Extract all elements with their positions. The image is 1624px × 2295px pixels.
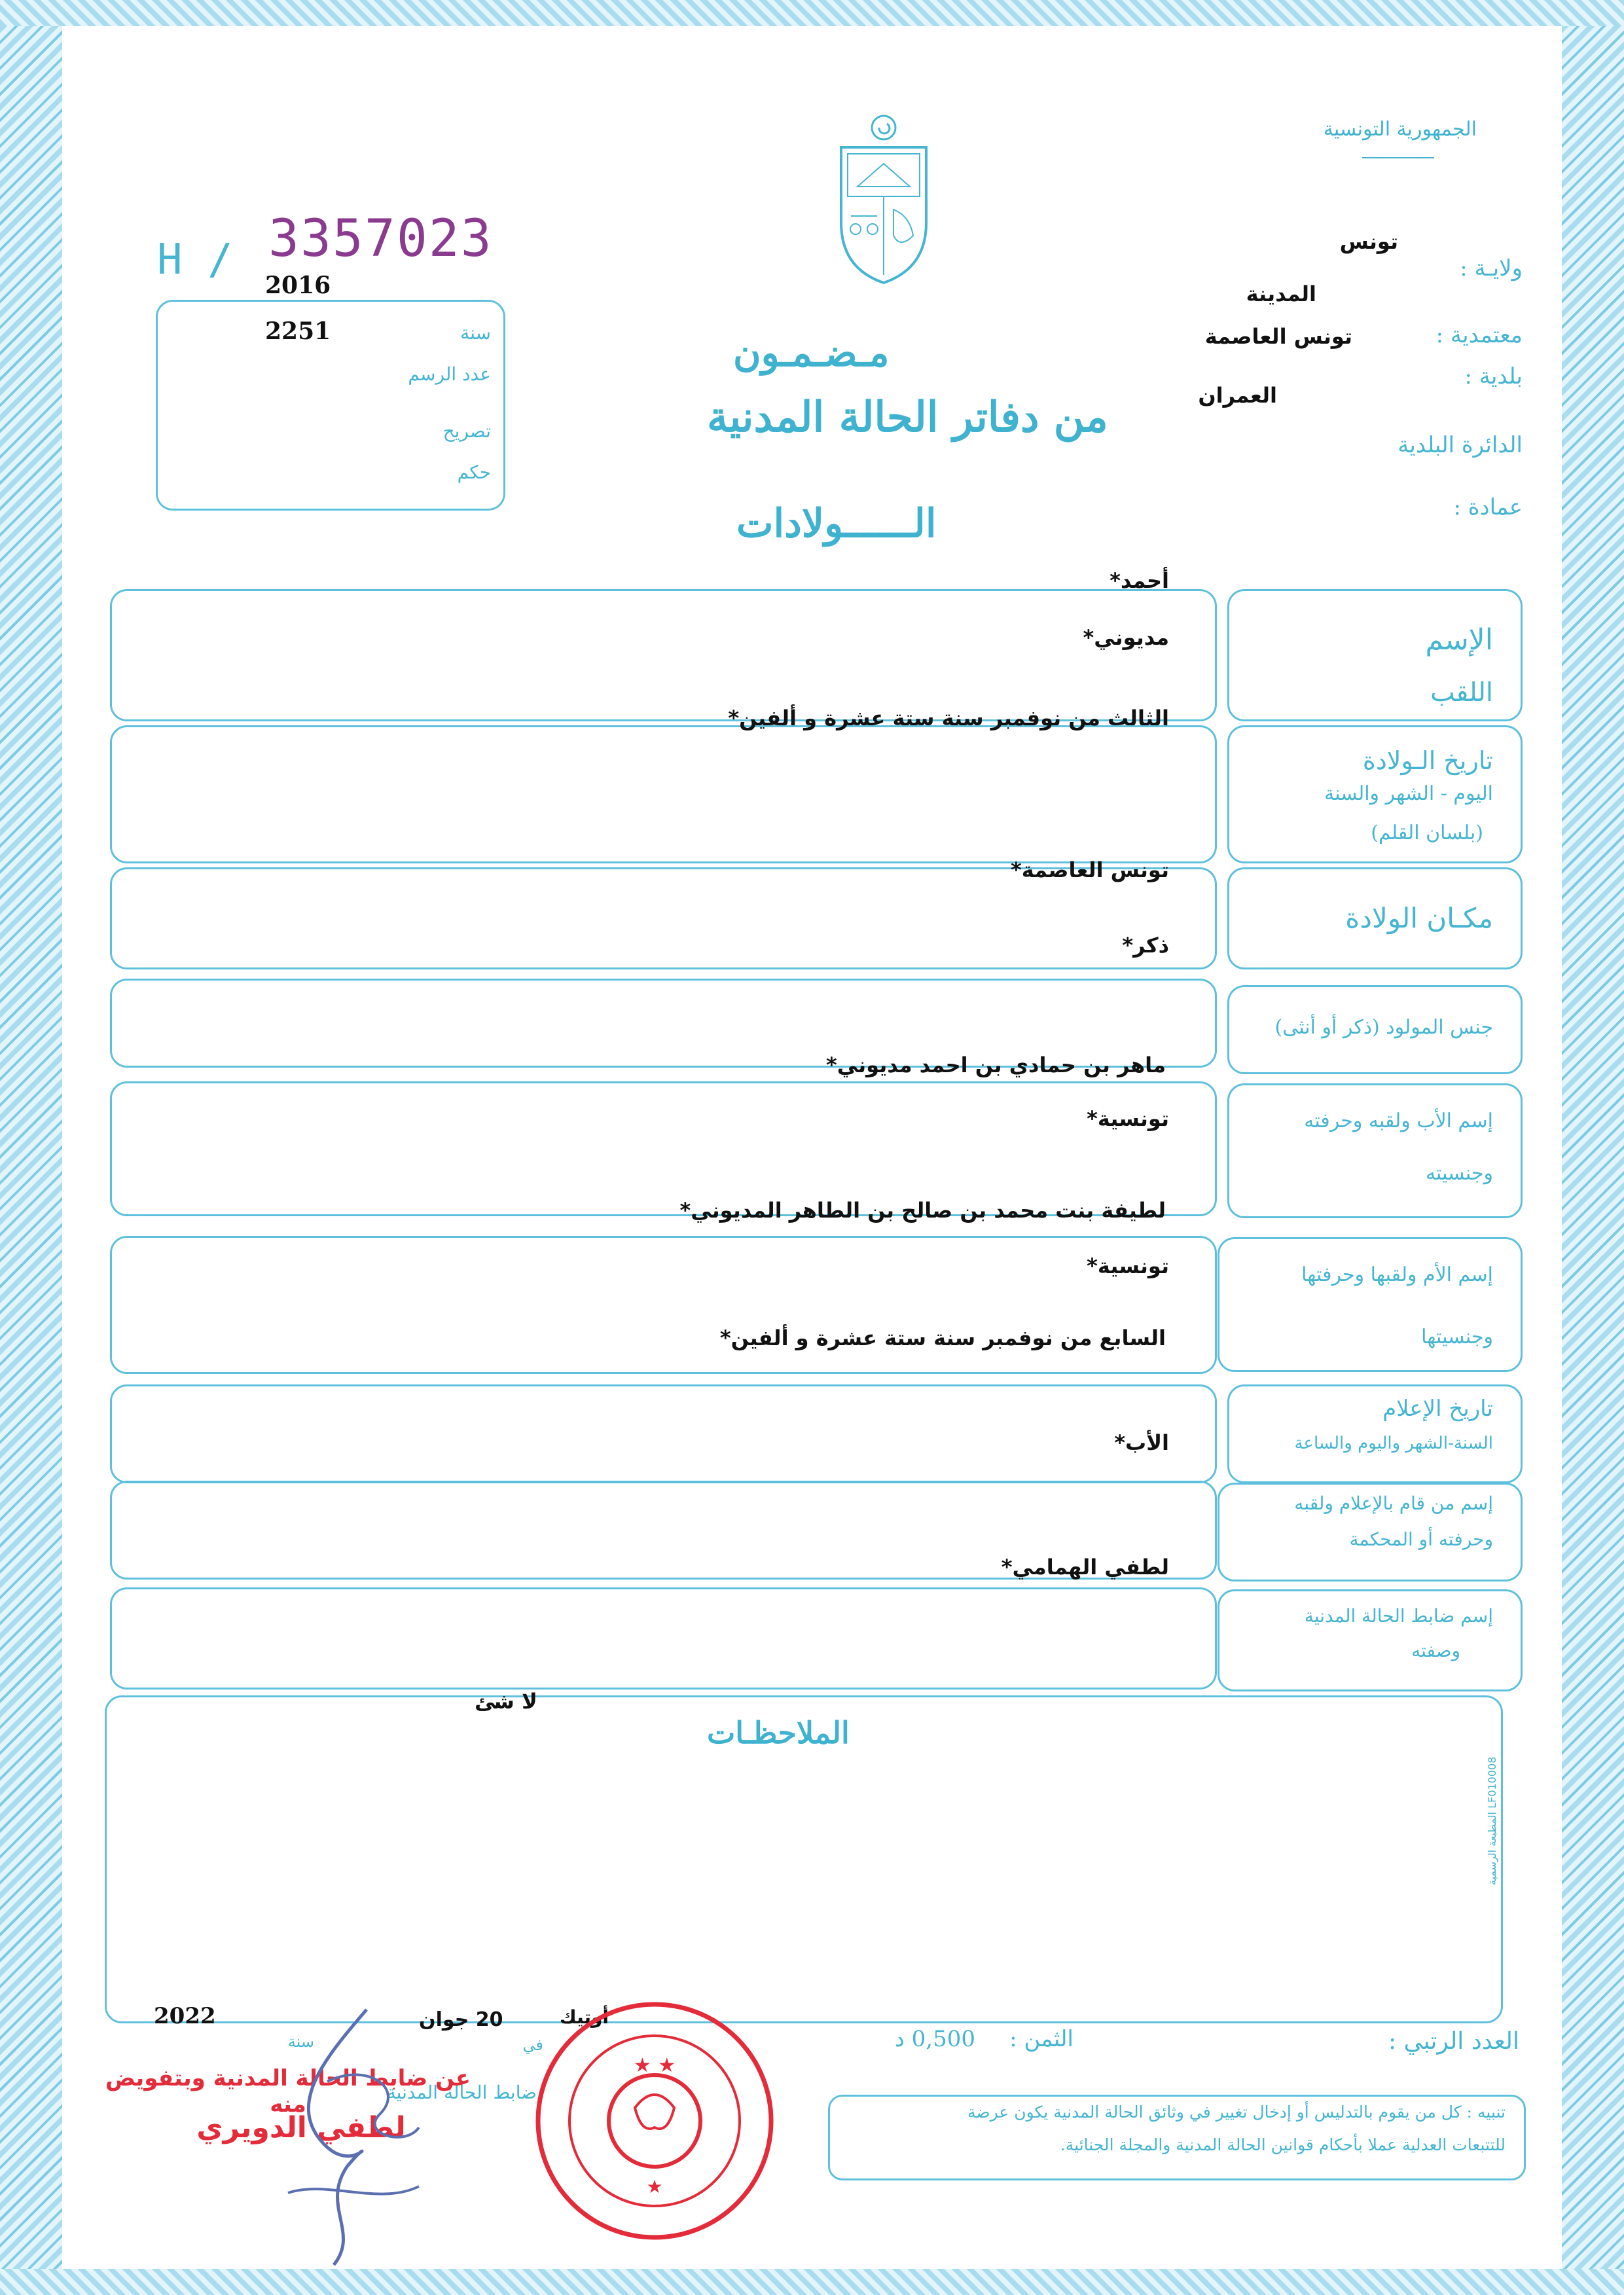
value-box-birth-date [110, 725, 1217, 863]
ministry-stamp-icon [530, 1997, 779, 2245]
birth-date-sublabel: اليوم - الشهر والسنة [1324, 782, 1493, 805]
registry-number-label: عدد الرسم [408, 363, 491, 385]
surname-label: اللقب [1430, 678, 1493, 708]
svg-text:★ ★: ★ ★ [633, 2054, 676, 2077]
label-box-mother [1218, 1237, 1523, 1372]
father-value: ماهر بن حمادي بن احمد مديوني* [826, 1053, 1166, 1077]
printer-code: المطبعة الرسمية LF010008 [1486, 1756, 1498, 1885]
title-line1: مـضـمـون [733, 331, 890, 375]
warning-line2: للتتبعات العدلية عملا بأحكام قوانين الحالة المدنية والمجلة الجنائية. [1060, 2135, 1506, 2154]
price-label: الثمن : [1009, 2026, 1074, 2052]
handwritten-signature-icon [249, 1997, 458, 2278]
father-label: إسم الأب ولقبه وحرفته [1304, 1110, 1493, 1132]
registry-judgment-label: حكم [457, 461, 491, 483]
father-nationality-value: تونسية* [1087, 1106, 1169, 1131]
registry-declaration-label: تصريح [442, 420, 491, 442]
declarant-sublabel: وحرفته أو المحكمة [1349, 1528, 1493, 1550]
value-box-father [110, 1081, 1217, 1216]
value-box-mother [110, 1236, 1217, 1374]
year-value: 2022 [154, 2003, 216, 2029]
birth-date-label: تاريخ الـولادة [1362, 746, 1493, 775]
sex-value: ذكر* [1122, 933, 1169, 958]
remarks-label: الملاحظـات [707, 1715, 850, 1750]
registry-year-label: سنة [460, 322, 491, 344]
serial-prefix: H / [157, 236, 233, 284]
title-line2: من دفاتر الحالة المدنية [707, 393, 1108, 442]
registry-year-value: 2016 [265, 272, 331, 299]
declarant-label: إسم من قام بالإعلام ولقبه [1294, 1492, 1493, 1514]
section-title: الــــــولادات [736, 501, 937, 547]
year-label: سنة [287, 2033, 314, 2051]
top-guilloche-border [0, 0, 1624, 26]
officer-sublabel: وصفته [1411, 1640, 1460, 1661]
wilaya-label: ولايـة : [1460, 255, 1523, 281]
value-box-birth-place [110, 867, 1217, 969]
wilaya-value: تونس [1339, 229, 1398, 254]
left-guilloche-border [0, 0, 62, 2295]
svg-text:★: ★ [646, 2176, 663, 2197]
officer-value: لطفي الهمامي* [1001, 1555, 1169, 1580]
birth-date-note: (بلسان القلم) [1371, 822, 1483, 844]
first-name-value: أحمد* [1110, 568, 1169, 593]
signature-stamp-line1: عن ضابط الحالة المدنية وبتفويض منه [105, 2065, 471, 2118]
value-box-declaration-date [110, 1384, 1217, 1483]
birth-place-value: تونس العاصمة* [1010, 858, 1169, 882]
serial-label: العدد الرتبي : [1388, 2028, 1519, 2055]
mother-nationality-value: تونسية* [1087, 1254, 1169, 1278]
value-box-officer [110, 1587, 1217, 1690]
baladiya-value: تونس العاصمة [1204, 324, 1352, 349]
warning-line1: تنبيه : كل من يقوم بالتدليس أو إدخال تغيير في وثائق الحالة المدنية يكون عرضة [967, 2103, 1506, 2122]
surname-value: مديوني* [1083, 625, 1169, 650]
birth-date-value: الثالث من نوفمبر سنة ستة عشرة و ألفين* [728, 706, 1169, 731]
tunisia-coat-of-arms-icon [828, 111, 939, 288]
father-sublabel: وجنسيته [1425, 1162, 1493, 1185]
mother-value: لطيفة بنت محمد بن صالح بن الطاهر المديوني* [679, 1198, 1166, 1223]
declaration-date-sublabel: السنة-الشهر واليوم والساعة [1294, 1434, 1493, 1453]
mother-label: إسم الأم ولقبها وحرفتها [1301, 1263, 1493, 1286]
serial-number: 3357023 [268, 209, 493, 268]
daira-label: الدائرة البلدية [1398, 432, 1523, 458]
label-box-father [1227, 1083, 1523, 1218]
declarant-value: الأب* [1114, 1430, 1169, 1455]
in-label: في [522, 2036, 543, 2054]
place-value: أوتيك [560, 2006, 609, 2028]
registry-number-value: 2251 [265, 317, 331, 345]
birth-place-label: مكـان الولادة [1345, 902, 1493, 934]
bottom-guilloche-border [0, 2269, 1624, 2295]
republic-title: الجمهورية التونسية [1323, 118, 1477, 141]
mootamadiya-label: معتمدية : [1435, 322, 1523, 348]
omada-label: عمادة : [1453, 494, 1523, 520]
officer-footer-label: ضابط الحالة المدنية [386, 2082, 537, 2103]
remarks-value: لا شئ [475, 1689, 537, 1714]
baladiya-label: بلدية : [1464, 363, 1523, 389]
right-guilloche-border [1562, 0, 1624, 2295]
declaration-date-value: السابع من نوفمبر سنة ستة عشرة و ألفين* [719, 1326, 1166, 1350]
date-value: 20 جوان [419, 2008, 503, 2031]
mootamadiya-value: المدينة [1246, 281, 1316, 306]
value-box-name [110, 589, 1217, 721]
officer-label: إسم ضابط الحالة المدنية [1304, 1605, 1493, 1627]
mother-sublabel: وجنسيتها [1421, 1326, 1493, 1348]
signature-stamp-line2: لطفي الدويري [196, 2111, 406, 2144]
declaration-date-label: تاريخ الإعلام [1382, 1396, 1493, 1422]
daira-value: العمران [1198, 383, 1277, 408]
first-name-label: الإسم [1425, 623, 1493, 657]
divider [1362, 157, 1434, 158]
sex-label: جنس المولود (ذكر أو أنثى) [1274, 1016, 1493, 1039]
price-value: 0,500 د [894, 2026, 975, 2052]
